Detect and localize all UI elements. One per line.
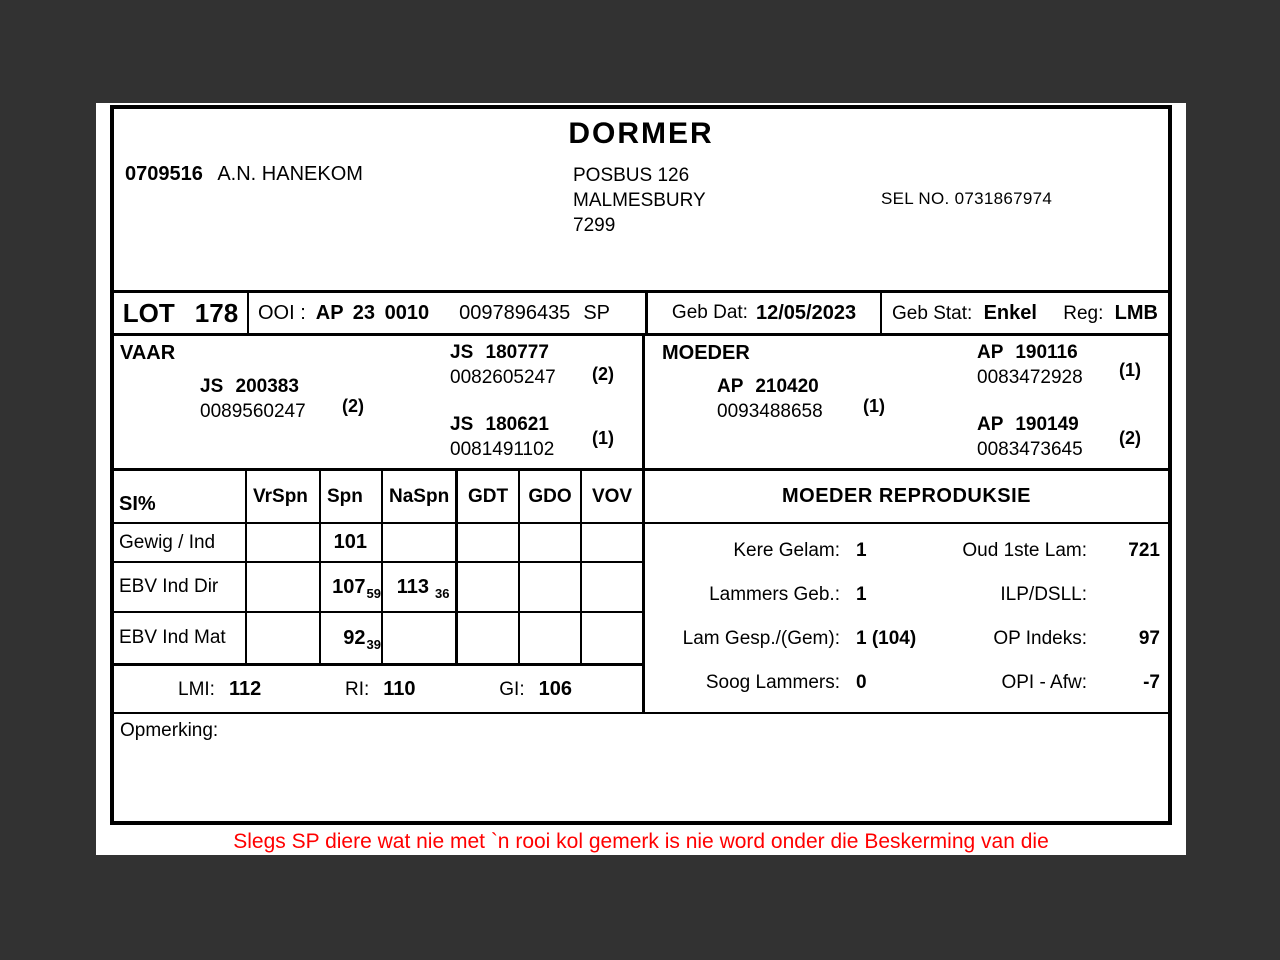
address-line: 7299 (573, 215, 616, 236)
lmi-group (178, 678, 261, 701)
repro-panel (645, 471, 1168, 712)
sp-protection-notice: Slegs SP diere wat nie met `n rooi kol gemerk is nie word onder die Beskerming van die (233, 830, 1049, 853)
table-cell-empty (458, 613, 520, 663)
geb-dat-label: Geb Dat: (671, 302, 748, 323)
kere-gelam-value: 1 (856, 540, 867, 561)
cell-accuracy: 59 (366, 586, 381, 601)
table-cell-empty (247, 563, 321, 611)
geb-stat-value: Enkel (983, 301, 1037, 324)
maternal-granddam-reg-number: 0083473645 (977, 439, 1083, 460)
lammers-geb-value: 1 (856, 584, 867, 605)
oud-1ste-lam-value: 721 (1128, 540, 1160, 561)
table-cell-naspn (383, 563, 458, 611)
paternal-grandsire-id: JS 180777 (450, 342, 549, 363)
ooi-id: AP 23 0010 (315, 301, 430, 324)
repro-title: MOEDER REPRODUKSIE (645, 471, 1168, 524)
owner-address (573, 163, 706, 238)
cell-value: 92 (343, 626, 366, 649)
vaar-label: VAAR (120, 342, 176, 364)
paternal-granddam-id: JS 180621 (450, 414, 549, 435)
ri-value: 110 (383, 677, 416, 700)
ri-group (345, 678, 416, 701)
remarks-section (114, 712, 1168, 821)
opi-afw-label: OPI - Afw: (1001, 672, 1087, 693)
index-strip (114, 666, 642, 712)
dam-block (717, 374, 823, 424)
table-cell-empty (520, 563, 582, 611)
maternal-granddam-id: AP 190149 (977, 414, 1079, 435)
column-header-gdt: GDT (458, 471, 520, 522)
paternal-granddam-block (450, 412, 554, 462)
lot-cell (114, 293, 247, 333)
table-cell-spn (321, 563, 383, 611)
geb-dat-value: 12/05/2023 (755, 301, 857, 324)
lam-gesp-value: 1 (104) (856, 628, 917, 649)
lmi-value: 112 (228, 677, 262, 700)
sire-reg-number: 0089560247 (200, 401, 306, 422)
cell-accuracy: 39 (366, 637, 381, 652)
row-label: Gewig / Ind (114, 524, 247, 561)
column-header-spn: Spn (321, 471, 383, 522)
column-header-vov: VOV (591, 485, 633, 507)
cell-number-line (881, 189, 1052, 209)
table-cell-spn (321, 613, 383, 663)
reg-label: Reg: (1063, 302, 1104, 324)
lot-number: 178 (194, 297, 239, 328)
reg-group (1063, 302, 1158, 325)
maternal-granddam-block (977, 412, 1083, 462)
table-cell-empty (520, 613, 582, 663)
table-cell-empty (582, 563, 642, 611)
maternal-grandsire-reg-number: 0083472928 (977, 367, 1083, 388)
table-cell-empty (582, 613, 642, 663)
lot-row (114, 290, 1168, 333)
birth-date-cell (645, 293, 880, 333)
pedigree-section (114, 333, 1168, 468)
dam-pedigree (645, 336, 1168, 468)
maternal-grandsire-id: AP 190116 (977, 342, 1078, 363)
ooi-label: OOI : (258, 301, 306, 324)
table-cell-empty (458, 524, 520, 561)
soog-lammers-label: Soog Lammers: (705, 672, 840, 693)
ooi-sp-flag: SP (583, 301, 610, 324)
paternal-grandsire-flag: (2) (592, 364, 614, 384)
maternal-grandsire-block (977, 340, 1083, 390)
row-label: EBV Ind Dir (114, 563, 247, 611)
address-line: MALMESBURY (573, 190, 706, 211)
table-cell-empty (383, 613, 458, 663)
owner-name: A.N. HANEKOM (217, 163, 363, 185)
repro-row (645, 617, 1168, 661)
remarks-label: Opmerking: (120, 720, 219, 741)
moeder-label: MOEDER (662, 342, 750, 364)
dam-id: AP 210420 (717, 376, 819, 397)
table-cell-empty (383, 524, 458, 561)
soog-lammers-value: 0 (856, 672, 867, 693)
owner-line (125, 163, 363, 186)
cell-value: 107 (332, 575, 366, 598)
sire-block (200, 374, 306, 424)
breed-title: DORMER (568, 117, 714, 150)
catalog-page (96, 103, 1186, 855)
gi-group (499, 678, 572, 701)
birth-status-cell (880, 293, 1168, 333)
main-section (114, 468, 1168, 712)
table-row-ebv-mat (114, 613, 642, 663)
table-cell-empty (458, 563, 520, 611)
repro-row (645, 573, 1168, 617)
si-table-header-row (114, 471, 642, 524)
lot-label: LOT (122, 297, 175, 328)
paternal-granddam-reg-number: 0081491102 (450, 439, 555, 460)
table-row-gewig (114, 524, 642, 563)
address-line: POSBUS 126 (573, 165, 690, 186)
row-label: EBV Ind Mat (114, 613, 247, 663)
gi-value: 106 (538, 677, 572, 700)
ooi-reg-number: 0097896435 (459, 301, 571, 324)
card-header (114, 109, 1168, 290)
lam-gesp-label: Lam Gesp./(Gem): (682, 628, 840, 649)
maternal-granddam-flag: (2) (1119, 428, 1141, 448)
ewe-id-cell (247, 293, 645, 333)
dam-flag: (1) (863, 396, 885, 416)
table-cell-empty (247, 613, 321, 663)
maternal-grandsire-flag: (1) (1119, 360, 1141, 380)
si-panel (114, 471, 645, 712)
animal-card (110, 105, 1172, 825)
cell-value: 101 (333, 531, 367, 553)
sire-id: JS 200383 (200, 376, 299, 397)
lmi-label: LMI: (178, 678, 215, 700)
table-cell-empty (582, 524, 642, 561)
column-header-vrspn: VrSpn (247, 471, 321, 522)
repro-rows (645, 524, 1168, 712)
column-header-gdo: GDO (520, 471, 582, 522)
cell-accuracy: 36 (435, 586, 450, 601)
sel-no-label: SEL NO. (881, 189, 950, 208)
repro-row (645, 529, 1168, 573)
kere-gelam-label: Kere Gelam: (733, 540, 840, 561)
oud-1ste-lam-label: Oud 1ste Lam: (962, 540, 1087, 561)
reg-value: LMB (1114, 301, 1158, 324)
table-cell-empty (520, 524, 582, 561)
dam-reg-number: 0093488658 (717, 401, 823, 422)
sire-pedigree (114, 336, 645, 468)
ilp-dsll-label: ILP/DSLL: (1000, 584, 1087, 605)
table-row-ebv-dir (114, 563, 642, 613)
cell-value: 113 (396, 575, 429, 598)
table-cell-empty (247, 524, 321, 561)
table-cell-spn (321, 524, 383, 561)
geb-stat-label: Geb Stat: (892, 302, 973, 324)
column-header-naspn: NaSpn (383, 471, 458, 522)
si-table (114, 471, 642, 666)
paternal-grandsire-block (450, 340, 556, 390)
member-number: 0709516 (125, 163, 203, 185)
paternal-granddam-flag: (1) (592, 428, 614, 448)
sire-flag: (2) (342, 396, 364, 416)
opi-afw-value: -7 (1143, 672, 1160, 693)
sel-no-value: 0731867974 (954, 189, 1053, 208)
si-corner-label: SI% (114, 471, 247, 522)
lammers-geb-label: Lammers Geb.: (709, 584, 840, 605)
gi-label: GI: (499, 678, 525, 700)
paternal-grandsire-reg-number: 0082605247 (450, 367, 556, 388)
op-indeks-value: 97 (1138, 628, 1160, 649)
repro-row (645, 661, 1168, 705)
ri-label: RI: (344, 678, 370, 700)
birth-status-group (892, 302, 1037, 325)
op-indeks-label: OP Indeks: (993, 628, 1087, 649)
